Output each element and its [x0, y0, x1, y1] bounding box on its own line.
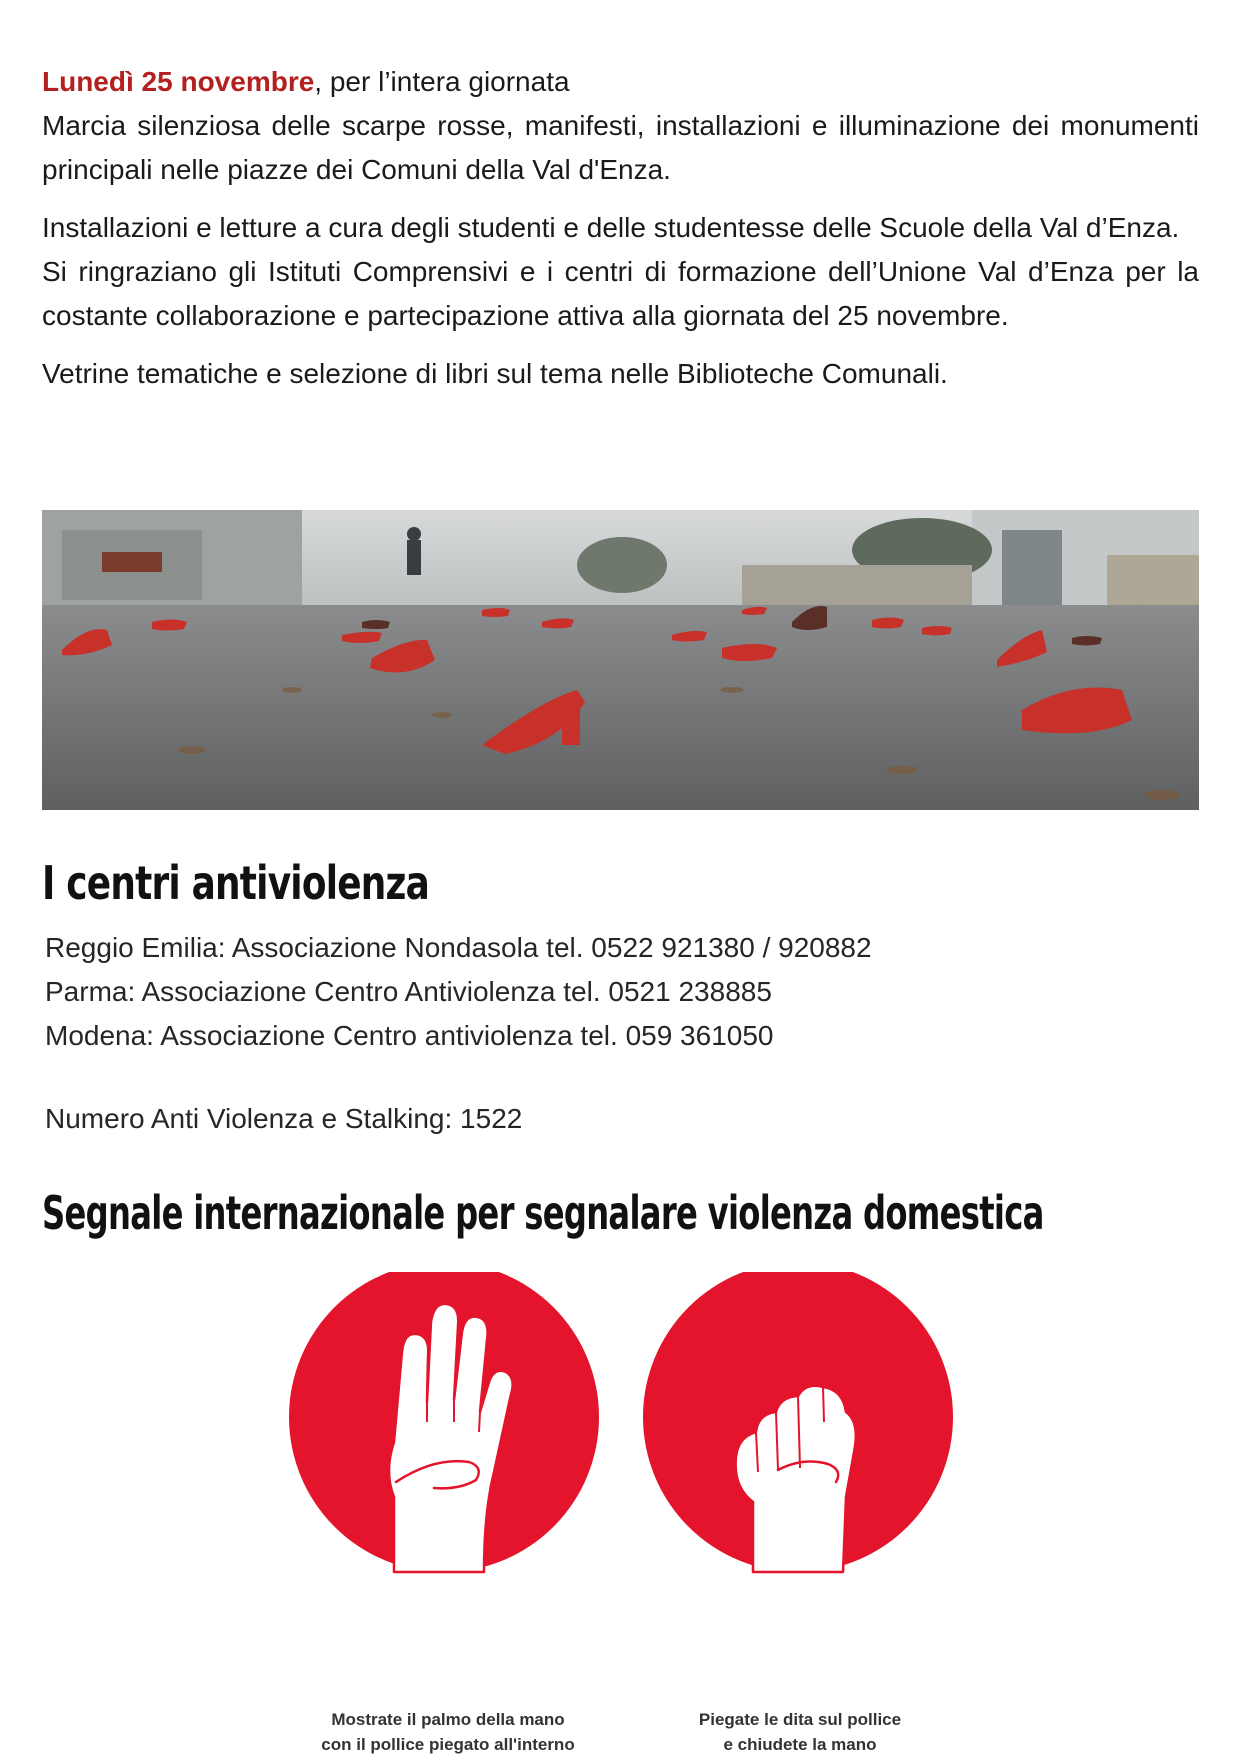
- red-shoes-illustration: [42, 510, 1199, 810]
- event-date-suffix: , per l’intera giornata: [314, 66, 570, 97]
- list-item: Modena: Associazione Centro antiviolenza tel. 059 361050: [45, 1020, 774, 1051]
- event-paragraph-2: [42, 206, 1199, 338]
- centri-list: [45, 926, 872, 1058]
- event-paragraph-1: [42, 60, 1199, 192]
- open-palm-thumb-folded-icon: [284, 1272, 604, 1692]
- thanks-note: Si ringraziano gli Istituti Comprensivi e i centri di formazione dell’Unione Val d’Enza per la costante collaborazione e partecipazione attiva alla giornata del 25 novembre.: [42, 256, 1199, 331]
- caption-line: con il pollice piegato all'interno: [321, 1735, 575, 1754]
- hotline-number: Numero Anti Violenza e Stalking: 1522: [45, 1103, 523, 1134]
- libraries-note: Vetrine tematiche e selezione di libri sul tema nelle Biblioteche Comunali.: [42, 358, 948, 389]
- centri-title: I centri antiviolenza: [42, 856, 430, 910]
- signal-step-2: [638, 1272, 958, 1692]
- caption-line: Piegate le dita sul pollice: [698, 1710, 902, 1729]
- closed-fist-icon: [638, 1272, 958, 1692]
- event-paragraph-3: [42, 352, 1199, 396]
- caption-line: e chiudete la mano: [723, 1735, 877, 1754]
- list-item: Reggio Emilia: Associazione Nondasola tel. 0522 921380 / 920882: [45, 932, 872, 963]
- signal-step-1: [284, 1272, 604, 1692]
- list-item: Parma: Associazione Centro Antiviolenza tel. 0521 238885: [45, 976, 772, 1007]
- schools-note: Installazioni e letture a cura degli studenti e delle studentesse delle Scuole della Val d’Enza.: [42, 212, 1180, 243]
- event-description: [42, 60, 1199, 410]
- signal-title: Segnale internazionale per segnalare violenza domestica: [42, 1186, 1044, 1240]
- signal-step-1-caption: [278, 1707, 618, 1757]
- event-activities: Marcia silenziosa delle scarpe rosse, manifesti, installazioni e illuminazione dei monumenti principali nelle piazze dei Comuni della Val d'Enza.: [42, 110, 1199, 185]
- event-date: Lunedì 25 novembre: [42, 66, 315, 97]
- red-shoes-photo: [42, 510, 1199, 810]
- signal-step-2-caption: [630, 1707, 970, 1757]
- caption-line: Mostrate il palmo della mano: [331, 1710, 565, 1729]
